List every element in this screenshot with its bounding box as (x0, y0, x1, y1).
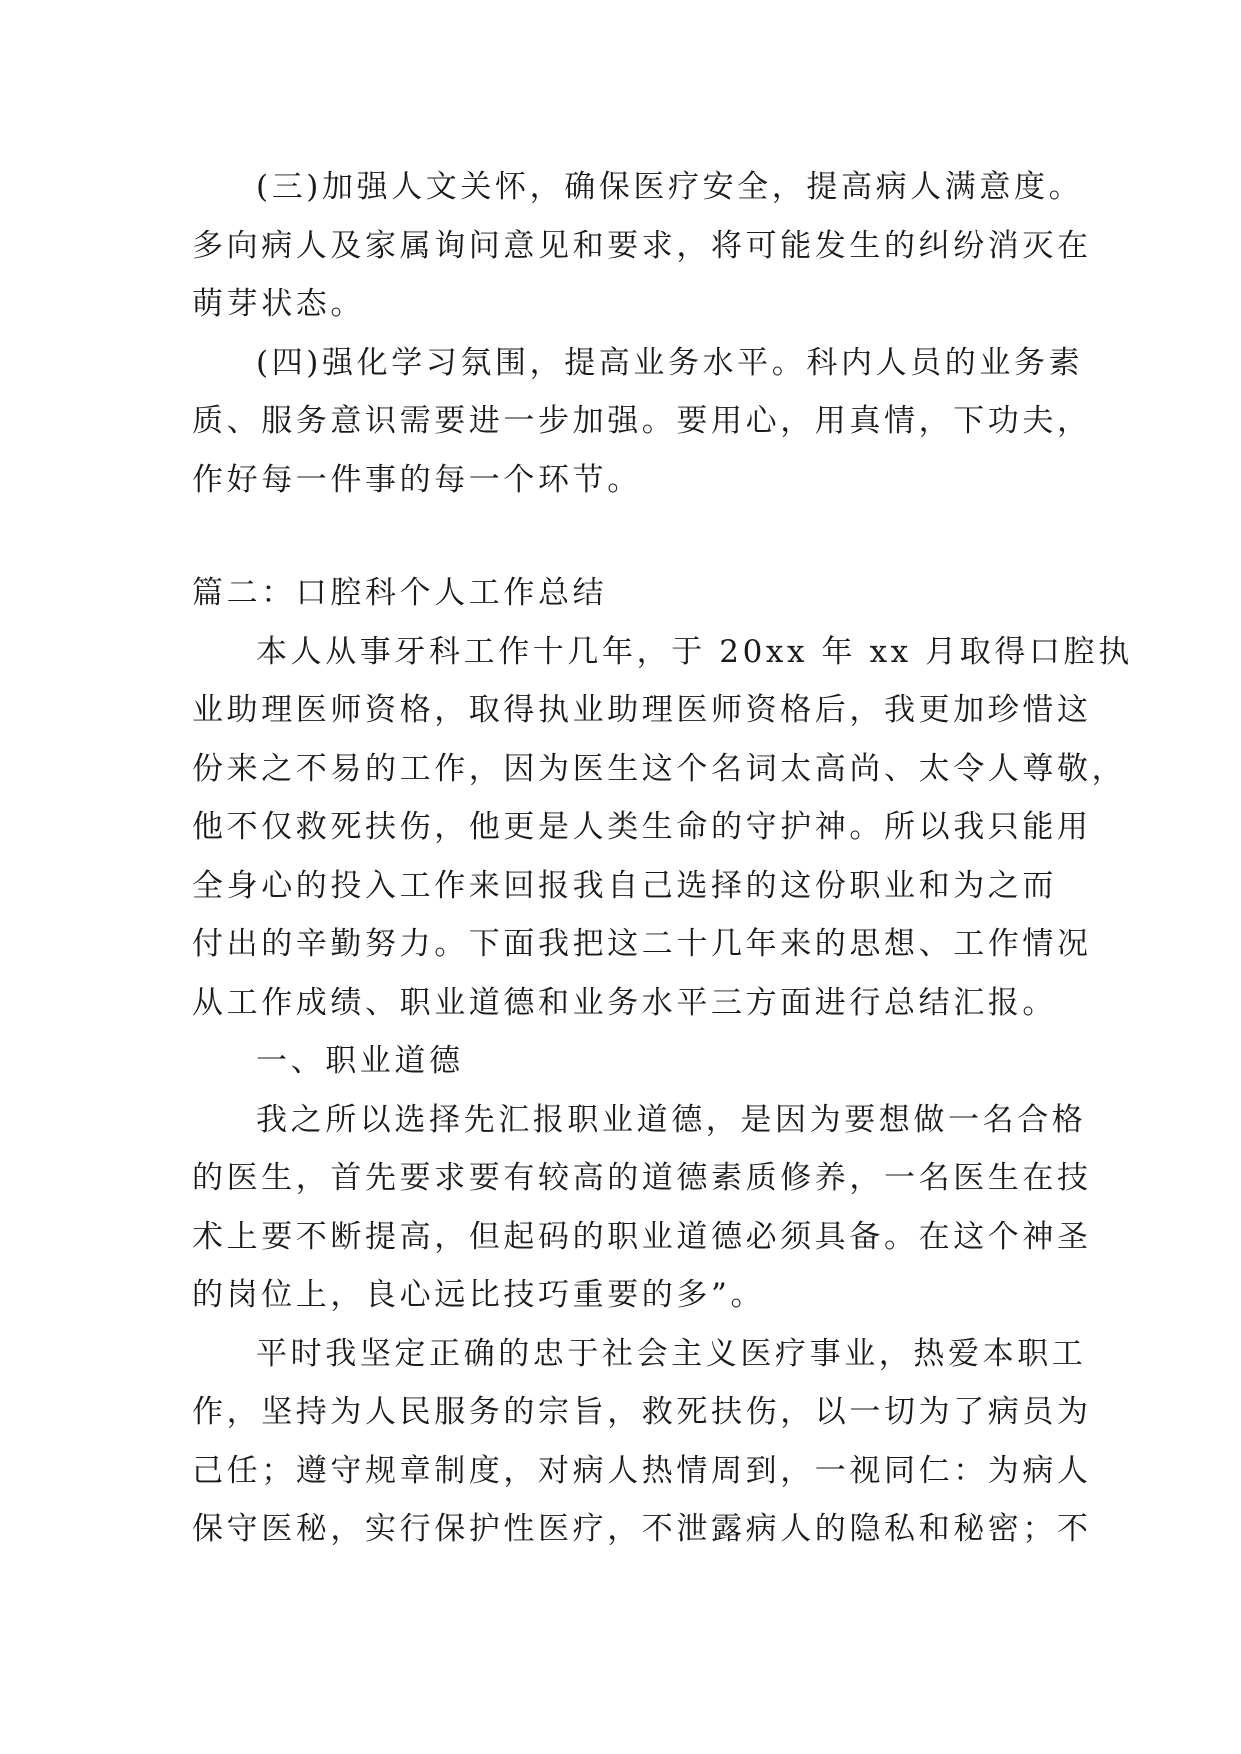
part-two-heading: 篇二：口腔科个人工作总结 (192, 575, 608, 611)
paragraph-intro (192, 623, 1133, 1033)
paragraph-ethics (192, 1091, 1092, 1325)
text-line: 全身心的投入工作来回报我自己选择的这份职业和为之而 (192, 867, 1057, 904)
text-line: 本人从事牙科工作十几年，于 20xx 年 xx 月取得口腔执 (256, 633, 1133, 670)
text-line: 己任；遵守规章制度，对病人热情周到，一视同仁：为病人 (192, 1452, 1092, 1489)
text-line: 从工作成绩、职业道德和业务水平三方面进行总结汇报。 (192, 984, 1057, 1021)
text-line: 的医生，首先要求要有较高的道德素质修养，一名医生在技 (192, 1160, 1092, 1196)
text-line: 质、服务意识需要进一步加强。要用心，用真情，下功夫， (192, 403, 1092, 439)
text-line: 付出的辛勤努力。下面我把这二十几年来的思想、工作情况 (192, 926, 1092, 962)
text-line: 业助理医师资格，取得执业助理医师资格后，我更加珍惜这 (192, 692, 1092, 728)
text-line: (四)强化学习氛围，提高业务水平。科内人员的业务素 (256, 344, 1084, 381)
text-line: 平时我坚定正确的忠于社会主义医疗事业，热爱本职工 (256, 1335, 1087, 1372)
document-page (192, 158, 1133, 1559)
text-line: 萌芽状态。 (192, 286, 365, 322)
text-line: 多向病人及家属询问意见和要求，将可能发生的纠纷消灭在 (192, 227, 1092, 264)
text-line: 作好每一件事的每一个环节。 (192, 461, 642, 498)
paragraph-section-three (192, 158, 1092, 334)
text-line: 作，坚持为人民服务的宗旨，救死扶伤，以一切为了病员为 (192, 1394, 1092, 1430)
section-spacer (192, 509, 1062, 564)
text-line: 份来之不易的工作，因为医生这个名词太高尚、太令人尊敬， (192, 750, 1127, 787)
text-line: 术上要不断提高，但起码的职业道德必须具备。在这个神圣 (192, 1218, 1092, 1255)
text-line: 的岗位上，良心远比技巧重要的多”。 (192, 1277, 766, 1313)
text-line: 保守医秘，实行保护性医疗，不泄露病人的隐私和秘密；不 (192, 1511, 1092, 1547)
text-line: (三)加强人文关怀，确保医疗安全，提高病人满意度。 (256, 169, 1084, 205)
paragraph-section-four (192, 334, 1092, 510)
paragraph-daily-conduct (192, 1325, 1092, 1559)
subheading-professional-ethics: 一、职业道德 (256, 1043, 464, 1079)
text-line: 我之所以选择先汇报职业道德，是因为要想做一名合格 (256, 1101, 1087, 1138)
text-line: 他不仅救死扶伤，他更是人类生命的守护神。所以我只能用 (192, 809, 1092, 845)
